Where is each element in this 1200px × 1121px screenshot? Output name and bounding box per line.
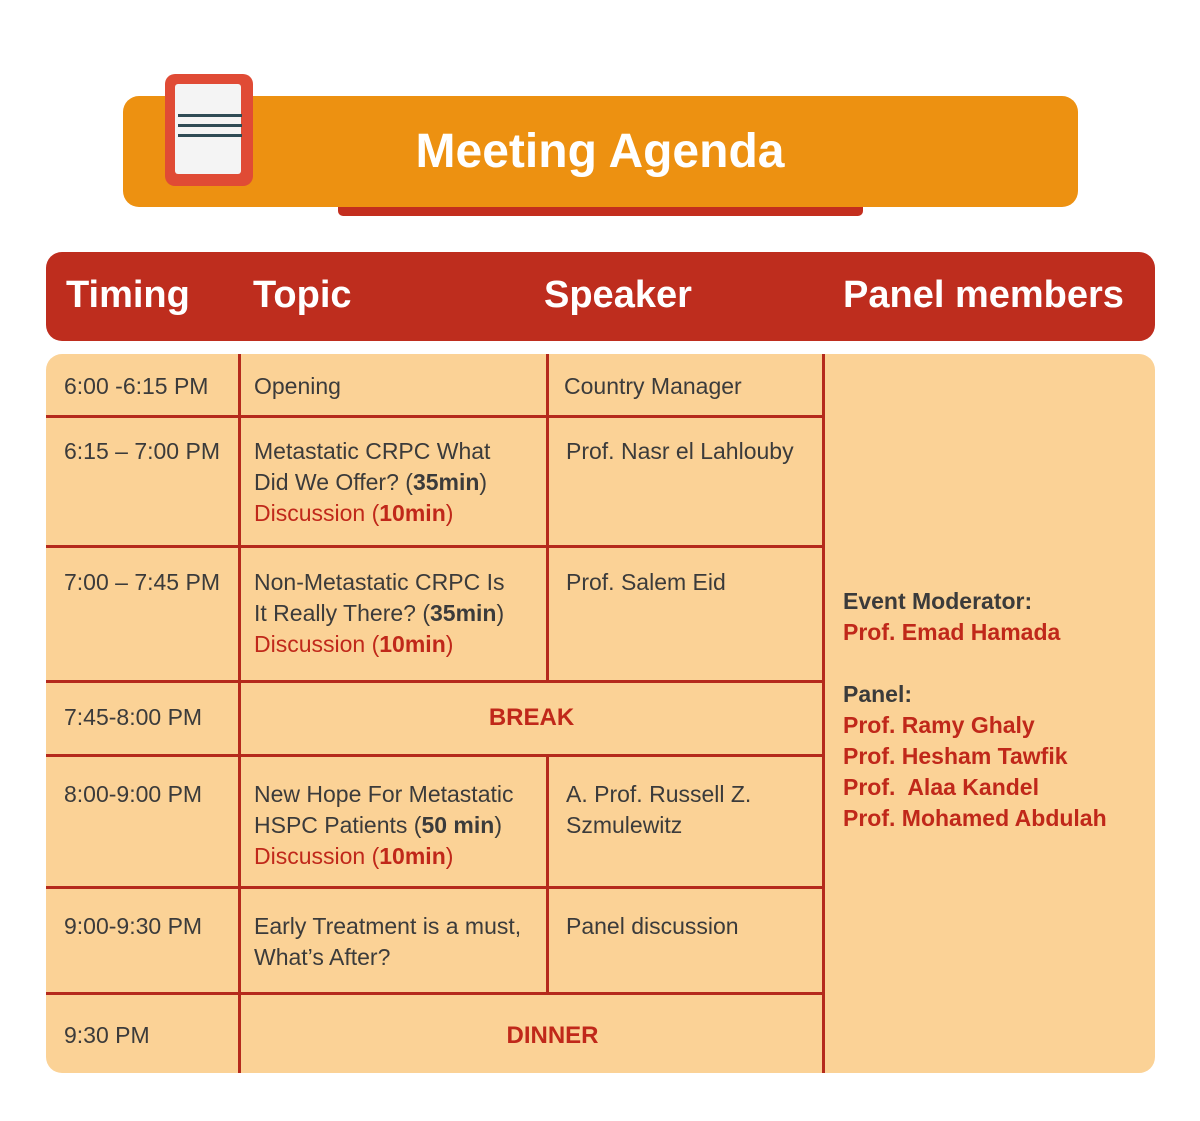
dinner-label: DINNER	[506, 1022, 599, 1049]
header-topic: Topic	[253, 274, 352, 316]
panel-member: Prof. Ramy Ghaly	[843, 712, 1035, 738]
header-panel-members: Panel members	[843, 274, 1124, 316]
divider	[46, 992, 822, 995]
page-title: Meeting Agenda	[415, 125, 785, 178]
panel-member: Prof. Mohamed Abdulah	[843, 805, 1107, 831]
header-speaker: Speaker	[544, 274, 692, 316]
row-time: 6:00 -6:15 PM	[64, 373, 209, 399]
row-speaker: Panel discussion	[566, 913, 739, 939]
panel-label: Panel:	[843, 681, 913, 707]
divider	[46, 886, 822, 889]
row-time: 6:15 – 7:00 PM	[64, 438, 220, 464]
row-time: 9:00-9:30 PM	[64, 913, 203, 939]
row-topic: New Hope For Metastatic HSPC Patients (50 min) Discussion (10min)	[254, 781, 514, 869]
header-timing: Timing	[66, 274, 190, 316]
break-label: BREAK	[488, 704, 575, 731]
row-speaker: A. Prof. Russell Z. Szmulewitz	[566, 781, 752, 838]
divider	[822, 354, 825, 1073]
row-speaker: Prof. Nasr el Lahlouby	[566, 438, 794, 464]
panel-member: Prof. Hesham Tawfik	[843, 743, 1068, 769]
row-topic: Non-Metastatic CRPC Is It Really There? (35min) Discussion (10min)	[254, 569, 505, 657]
panel-member: Prof. Alaa Kandel	[843, 774, 1039, 800]
row-speaker: Country Manager	[564, 373, 742, 399]
divider	[46, 680, 822, 683]
divider	[546, 354, 549, 683]
moderator-name: Prof. Emad Hamada	[843, 619, 1061, 645]
document-icon	[165, 74, 253, 186]
divider	[46, 545, 822, 548]
divider	[46, 754, 822, 757]
row-time: 7:45-8:00 PM	[64, 704, 203, 730]
divider	[46, 415, 822, 418]
row-time: 7:00 – 7:45 PM	[64, 569, 220, 595]
row-topic: Metastatic CRPC What Did We Offer? (35min) Discussion (10min)	[254, 438, 491, 526]
row-topic: Opening	[254, 373, 341, 399]
row-time: 9:30 PM	[64, 1022, 150, 1048]
row-time: 8:00-9:00 PM	[64, 781, 203, 807]
divider	[546, 756, 549, 994]
row-topic: Early Treatment is a must, What’s After?	[254, 913, 522, 970]
banner-underline	[338, 207, 863, 216]
row-speaker: Prof. Salem Eid	[566, 569, 726, 595]
moderator-label: Event Moderator:	[843, 588, 1033, 614]
